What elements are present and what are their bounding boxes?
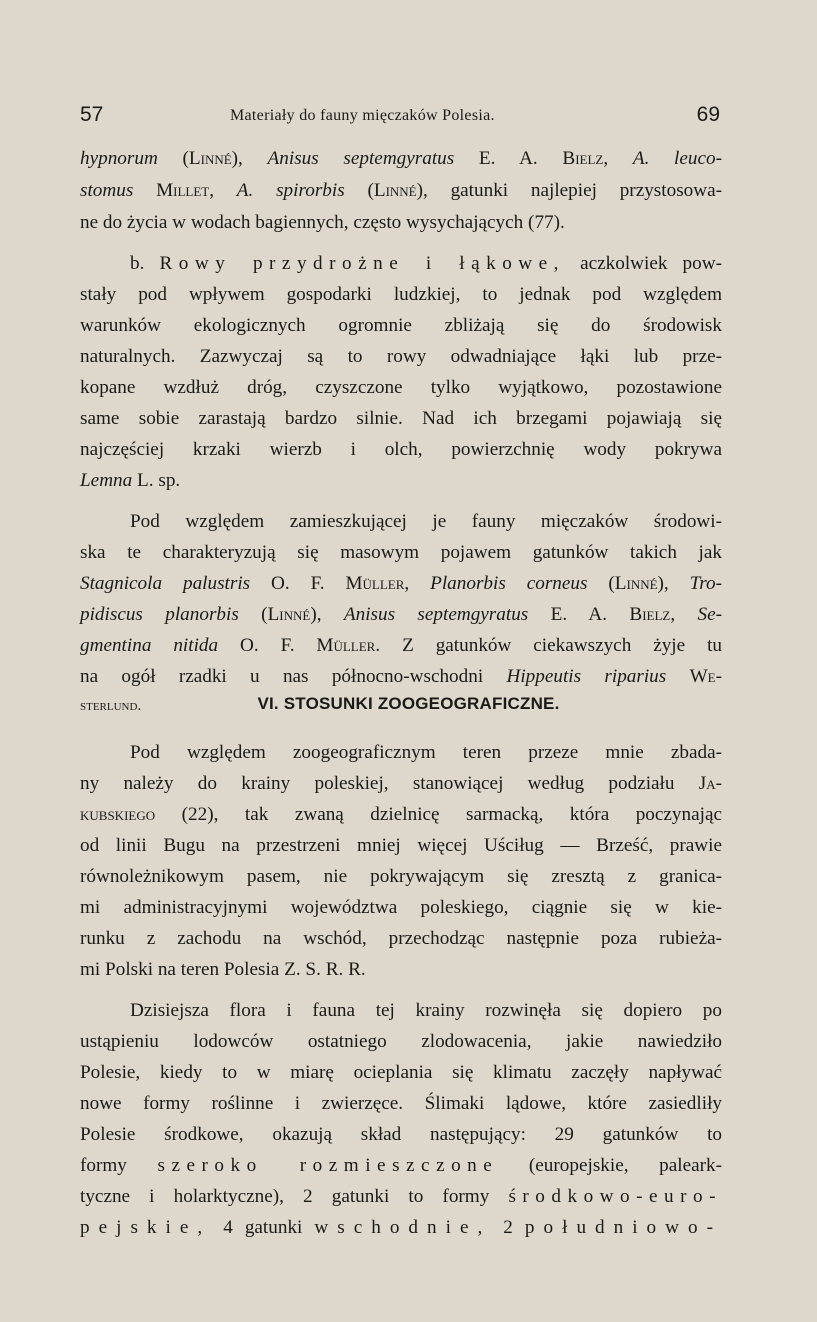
- text-line: sterlund.: [80, 698, 142, 714]
- text-line: nowe formy roślinne i zwierzęce. Ślimaki lądowe, które zasiedliły: [80, 1093, 722, 1114]
- text-line: ska te charakteryzują się masowym pojawem gatunków takich jak: [80, 542, 722, 563]
- text-line: gmentina nitida O. F. Müller. Z gatunków ciekawszych żyje tu: [80, 635, 722, 656]
- text-line: pejskie, 4 gatunki wschodnie, 2 południowo-: [80, 1217, 722, 1238]
- text-line: warunków ekologicznych ogromnie zbliżają się do środowisk: [80, 315, 722, 336]
- text-line: same sobie zarastają bardzo silnie. Nad ich brzegami pojawiają się: [80, 408, 722, 429]
- text-line: runku z zachodu na wschód, przechodząc następnie poza rubieża-: [80, 928, 722, 949]
- text-line: Polesie, kiedy to w miarę ocieplania się klimatu zaczęły napływać: [80, 1062, 722, 1083]
- text-line: od linii Bugu na przestrzeni mniej więcej Uściług — Brześć, prawie: [80, 835, 722, 856]
- page-number: 69: [696, 103, 720, 126]
- text-line: stały pod wpływem gospodarki ludzkiej, to jednak pod względem: [80, 284, 722, 305]
- text-line: równoleżnikowym pasem, nie pokrywającym się zresztą z granica-: [80, 866, 722, 887]
- text-line: naturalnych. Zazwyczaj są to rowy odwadniające łąki lub prze-: [80, 346, 722, 367]
- text-line: najczęściej krzaki wierzb i olch, powierzchnię wody pokrywa: [80, 439, 722, 460]
- text-line: Pod względem zoogeograficznym teren przeze mnie zbada-: [130, 742, 722, 763]
- text-line: kopane wzdłuż dróg, czyszczone tylko wyjątkowo, pozostawione: [80, 377, 722, 398]
- text-line: kubskiego (22), tak zwaną dzielnicę sarmacką, która poczynając: [80, 804, 722, 825]
- text-line: Lemna L. sp.: [80, 470, 181, 491]
- text-line: mi Polski na teren Polesia Z. S. R. R.: [80, 959, 366, 980]
- text-line: na ogół rzadki u nas północno-wschodni Hippeutis riparius We-: [80, 666, 723, 687]
- text-line: b. Rowy przydrożne i łąkowe, aczkolwiek pow-: [130, 253, 722, 274]
- text-line: Stagnicola palustris O. F. Müller, Planorbis corneus (Linné), Tro-: [80, 573, 722, 594]
- text-line: pidiscus planorbis (Linné), Anisus septemgyratus E. A. Bielz, Se-: [80, 604, 723, 625]
- text-line: Polesie środkowe, okazują skład następujący: 29 gatunków to: [80, 1124, 722, 1145]
- text-line: ny należy do krainy poleskiej, stanowiącej według podziału Ja-: [80, 773, 722, 794]
- text-line: tyczne i holarktyczne), 2 gatunki to formy środkowo-euro-: [80, 1186, 722, 1207]
- text-line: ne do życia w wodach bagiennych, często wysychających (77).: [80, 212, 565, 233]
- text-line: stomus Millet, A. spirorbis (Linné), gatunki najlepiej przystosowa-: [80, 180, 723, 201]
- section-heading: VI. STOSUNKI ZOOGEOGRAFICZNE.: [257, 694, 560, 713]
- page-header: [80, 103, 720, 133]
- text-line: ustąpieniu lodowców ostatniego zlodowacenia, jakie nawiedziło: [80, 1031, 722, 1052]
- text-line: Dzisiejsza flora i fauna tej krainy rozwinęła się dopiero po: [130, 1000, 722, 1021]
- text-line: Pod względem zamieszkującej je fauny mięczaków środowi-: [130, 511, 722, 532]
- text-line: mi administracyjnymi województwa poleskiego, ciągnie się w kie-: [80, 897, 722, 918]
- volume-number: 57: [80, 103, 104, 126]
- text-line: formy szeroko rozmieszczone (europejskie, paleark-: [80, 1155, 722, 1176]
- running-title: Materiały do fauny mięczaków Polesia.: [230, 107, 495, 124]
- text-line: hypnorum (Linné), Anisus septemgyratus E. A. Bielz, A. leuco-: [80, 148, 722, 169]
